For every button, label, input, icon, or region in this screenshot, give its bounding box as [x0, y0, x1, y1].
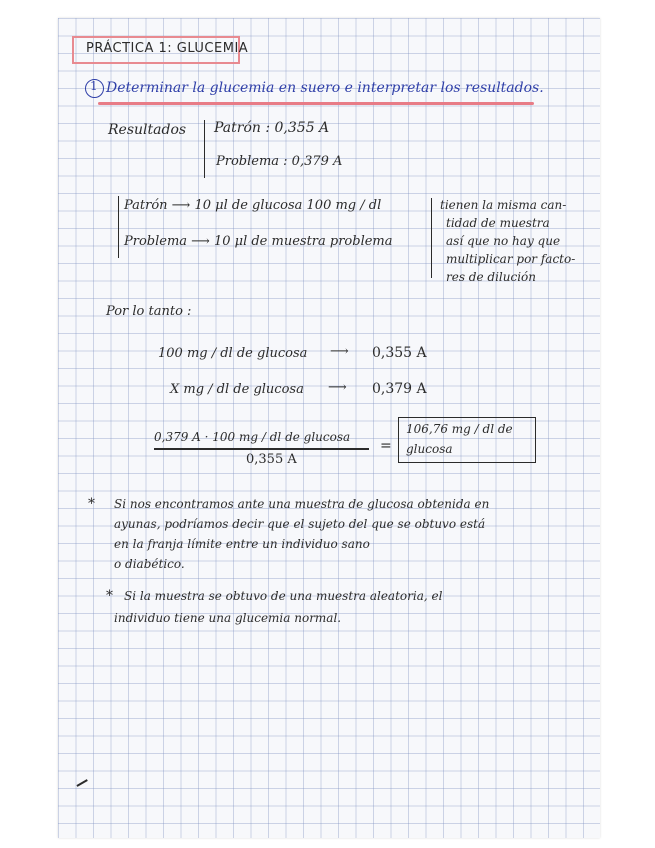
comparison-note-5: res de dilución — [446, 270, 537, 284]
calc-numerator: 0,379 A · 100 mg / dl de glucosa — [154, 430, 351, 444]
note1-line-4: o diabético. — [114, 557, 185, 571]
results-problema: Problema : 0,379 A — [216, 154, 343, 169]
result-line-1: 106,76 mg / dl de — [406, 422, 513, 436]
comparison-patron: Patrón ⟶ 10 μl de glucosa 100 mg / dl — [124, 198, 382, 213]
comparison-brace — [118, 196, 119, 258]
results-brace — [204, 120, 205, 178]
calc-intro: Por lo tanto : — [106, 304, 192, 319]
notebook-page — [58, 18, 600, 838]
note2-line-2: individuo tiene una glucemia normal. — [114, 611, 342, 625]
note1-line-1: Si nos encontramos ante una muestra de glucosa obtenida en — [114, 497, 490, 511]
calc-row2-arrow: ⟶ — [328, 380, 347, 395]
calc-row1-arrow: ⟶ — [330, 344, 349, 359]
result-line-2: glucosa — [406, 442, 453, 456]
calc-equals: = — [380, 438, 392, 454]
note2-line-1: Si la muestra se obtuvo de una muestra aleatoria, el — [124, 589, 443, 603]
calc-denominator: 0,355 A — [246, 452, 297, 467]
comparison-note-2: tidad de muestra — [446, 216, 550, 230]
page-title: PRÁCTICA 1: GLUCEMIA — [86, 41, 249, 56]
bullet-1: * — [88, 496, 95, 512]
objective-number: 1 — [90, 79, 98, 93]
calc-row1-right: 0,355 A — [372, 345, 427, 361]
calc-row2-left: X mg / dl de glucosa — [170, 382, 304, 397]
results-patron: Patrón : 0,355 A — [214, 120, 330, 136]
comparison-note-3: así que no hay que — [446, 234, 561, 248]
fraction-line — [154, 448, 369, 450]
objective-highlight — [98, 102, 534, 105]
comparison-problema: Problema ⟶ 10 μl de muestra problema — [124, 234, 393, 249]
comparison-note-1: tienen la misma can- — [440, 198, 567, 212]
note-brace — [431, 198, 432, 278]
comparison-note-4: multiplicar por facto- — [446, 252, 576, 266]
objective-text: Determinar la glucemia en suero e interpretar los resultados. — [106, 80, 544, 96]
calc-row1-left: 100 mg / dl de glucosa — [158, 346, 308, 361]
bullet-2: * — [106, 588, 113, 604]
note1-line-3: en la franja límite entre un individuo sano — [114, 537, 370, 551]
pen-mark — [76, 779, 87, 786]
calc-row2-right: 0,379 A — [372, 381, 427, 397]
note1-line-2: ayunas, podríamos decir que el sujeto del que se obtuvo está — [114, 517, 486, 531]
results-label: Resultados — [108, 122, 187, 138]
